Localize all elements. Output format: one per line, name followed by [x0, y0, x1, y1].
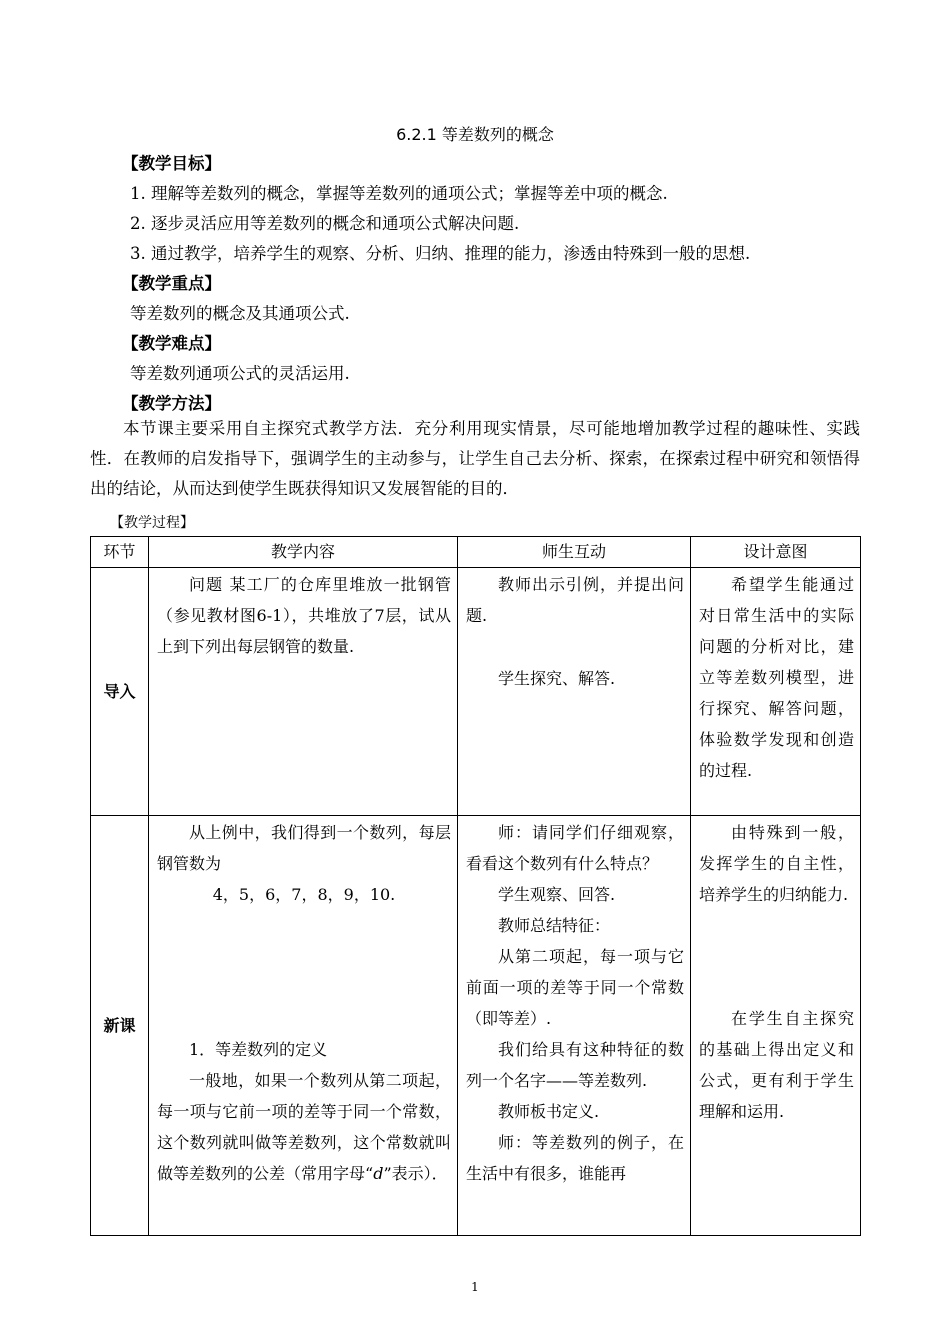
intro-interaction-cell	[458, 568, 691, 816]
new-content-cell	[149, 816, 458, 1236]
interaction-line: 我们给具有这种特征的数列一个名字——等差数列.	[466, 1040, 684, 1090]
objectives-heading: 【教学目标】	[122, 154, 221, 173]
definition-var: d	[373, 1164, 384, 1183]
interaction-line: 师：等差数列的例子，在生活中有很多，谁能再	[466, 1133, 684, 1183]
process-label: 【教学过程】	[110, 515, 194, 531]
objective-item: 1. 理解等差数列的概念，掌握等差数列的通项公式；掌握等差中项的概念.	[130, 184, 668, 203]
header-intent: 设计意图	[691, 537, 861, 568]
table-row	[91, 568, 861, 816]
difficulties-text: 等差数列通项公式的灵活运用.	[130, 364, 350, 383]
process-table	[90, 536, 861, 1236]
methods-paragraph: 本节课主要采用自主探究式教学方法．充分利用现实情景，尽可能地增加教学过程的趣味性、实践性．在教师的启发指导下，强调学生的主动参与，让学生自己去分析、探索，在探索过程中研究和领悟得出的结论，从而达到使学生既获得知识又发展智能的目的．	[90, 419, 860, 498]
objective-item: 2. 逐步灵活应用等差数列的概念和通项公式解决问题.	[130, 214, 520, 233]
header-interaction: 师生互动	[458, 537, 691, 568]
page-number: 1	[471, 1280, 479, 1294]
definition-text-2: ”表示）．	[383, 1164, 448, 1183]
new-intent-1: 由特殊到一般，发挥学生的自主性，培养学生的归纳能力.	[699, 823, 854, 904]
stage-new-lesson: 新课	[91, 816, 149, 1236]
interaction-line: 学生观察、回答.	[498, 885, 616, 904]
table-header-row	[91, 537, 861, 568]
header-stage: 环节	[91, 537, 149, 568]
intro-intent: 希望学生能通过对日常生活中的实际问题的分析对比，建立等差数列模型，进行探究、解答问题，体验数学发现和创造的过程.	[699, 575, 854, 780]
definition-title: 1．等差数列的定义	[189, 1040, 328, 1059]
new-interaction-cell	[458, 816, 691, 1236]
key-points-heading: 【教学重点】	[122, 274, 221, 293]
intro-content: 问题 某工厂的仓库里堆放一批钢管（参见教材图6-1），共堆放了7层，试从上到下列出每层钢管的数量.	[157, 575, 451, 656]
key-points-text: 等差数列的概念及其通项公式.	[130, 304, 350, 323]
sequence: 4，5，6，7，8，9，10.	[212, 885, 396, 904]
header-content: 教学内容	[149, 537, 458, 568]
page-title: 6.2.1 等差数列的概念	[396, 125, 554, 144]
interaction-line: 教师总结特征：	[498, 916, 611, 935]
intro-interaction-1: 教师出示引例，并提出问题.	[466, 575, 684, 625]
methods-heading: 【教学方法】	[122, 394, 221, 413]
stage-intro: 导入	[91, 568, 149, 816]
definition-text	[157, 1065, 451, 1189]
intro-content-cell	[149, 568, 458, 816]
interaction-line: 教师板书定义.	[498, 1102, 600, 1121]
interaction-line: 师：请同学们仔细观察，看看这个数列有什么特点？	[466, 823, 684, 873]
interaction-line: 从第二项起，每一项与它前面一项的差等于同一个常数（即等差）.	[466, 947, 684, 1028]
difficulties-heading: 【教学难点】	[122, 334, 221, 353]
new-content-1: 从上例中，我们得到一个数列，每层钢管数为	[157, 823, 451, 873]
objective-item: 3. 通过教学，培养学生的观察、分析、归纳、推理的能力，渗透由特殊到一般的思想.	[130, 244, 751, 263]
definition-text-1: 一般地，如果一个数列从第二项起，每一项与它前一项的差等于同一个常数，这个数列就叫做等差数列，这个常数就叫做等差数列的公差（常用字母“	[157, 1071, 451, 1183]
intro-intent-cell	[691, 568, 861, 816]
table-row	[91, 816, 861, 1236]
new-intent-2: 在学生自主探究的基础上得出定义和公式，更有利于学生理解和运用.	[699, 1009, 854, 1121]
intro-interaction-2: 学生探究、解答.	[498, 669, 616, 688]
new-intent-cell	[691, 816, 861, 1236]
